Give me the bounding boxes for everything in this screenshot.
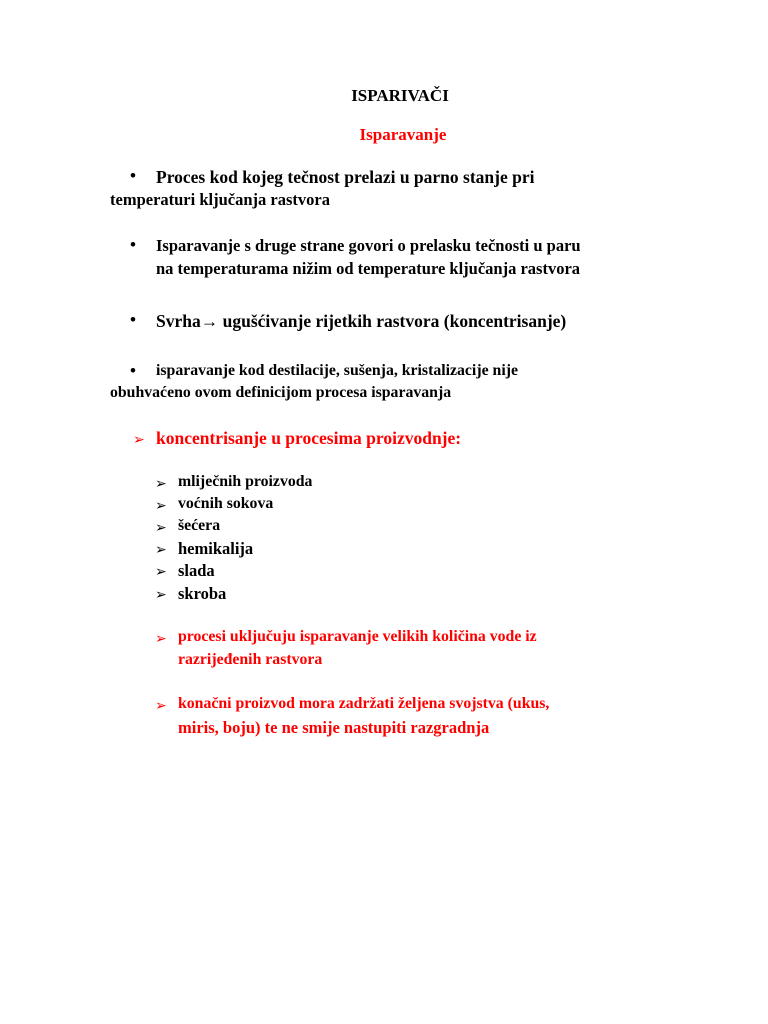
bullet-2-line-2: na temperaturama nižim od temperature ključanja rastvora — [156, 259, 581, 278]
product-item: slada — [178, 561, 215, 580]
red-point-2-line-1: konačni proizvod mora zadržati željena svojstva (ukus, — [178, 695, 550, 712]
bullet-icon: • — [130, 310, 136, 329]
bullet-1-line-2: temperaturi ključanja rastvora — [110, 190, 330, 209]
arrow-bullet-icon: ➢ — [155, 698, 167, 714]
red-point-1-line-2: razrijeđenih rastvora — [178, 651, 323, 668]
arrow-bullet-icon: ➢ — [155, 520, 167, 536]
bullet-2-line-1: Isparavanje s druge strane govori o prelasku tečnosti u paru — [156, 236, 581, 255]
red-point-1-line-1: procesi uključuju isparavanje velikih količina vode iz — [178, 628, 537, 645]
arrow-bullet-icon: ➢ — [155, 587, 167, 603]
bullet-3-line-1 — [156, 311, 566, 332]
bullet-4-line-1: isparavanje kod destilacije, sušenja, kristalizacije nije — [156, 362, 518, 379]
arrow-bullet-icon: ➢ — [155, 476, 167, 492]
bullet-icon: • — [130, 166, 136, 185]
red-point-2-line-2: miris, boju) te ne smije nastupiti razgradnja — [178, 718, 490, 737]
section-subtitle: Isparavanje — [359, 125, 447, 144]
bullet-icon: • — [130, 235, 136, 254]
arrow-bullet-icon: ➢ — [155, 498, 167, 514]
product-item: šećera — [178, 517, 221, 534]
bullet-3-prefix: Svrha — [156, 311, 201, 331]
document-title: ISPARIVAČI — [351, 86, 449, 105]
arrow-bullet-icon: ➢ — [155, 631, 167, 647]
right-arrow-icon: → — [200, 311, 219, 331]
bullet-3-rest: ugušćivanje rijetkih rastvora (koncentrisanje) — [218, 311, 567, 331]
bullet-1-line-1: Proces kod kojeg tečnost prelazi u parno stanje pri — [156, 167, 535, 187]
bullet-icon: • — [130, 361, 136, 380]
production-heading: koncentrisanje u procesima proizvodnje: — [156, 428, 462, 448]
product-item: mliječnih proizvoda — [178, 473, 313, 490]
product-item: skroba — [178, 584, 227, 603]
arrow-bullet-icon: ➢ — [133, 432, 145, 448]
arrow-bullet-icon: ➢ — [155, 542, 167, 558]
product-item: hemikalija — [178, 539, 254, 558]
bullet-4-line-2: obuhvaćeno ovom definicijom procesa isparavanja — [110, 384, 452, 401]
product-item: voćnih sokova — [178, 495, 274, 512]
arrow-bullet-icon: ➢ — [155, 564, 167, 580]
